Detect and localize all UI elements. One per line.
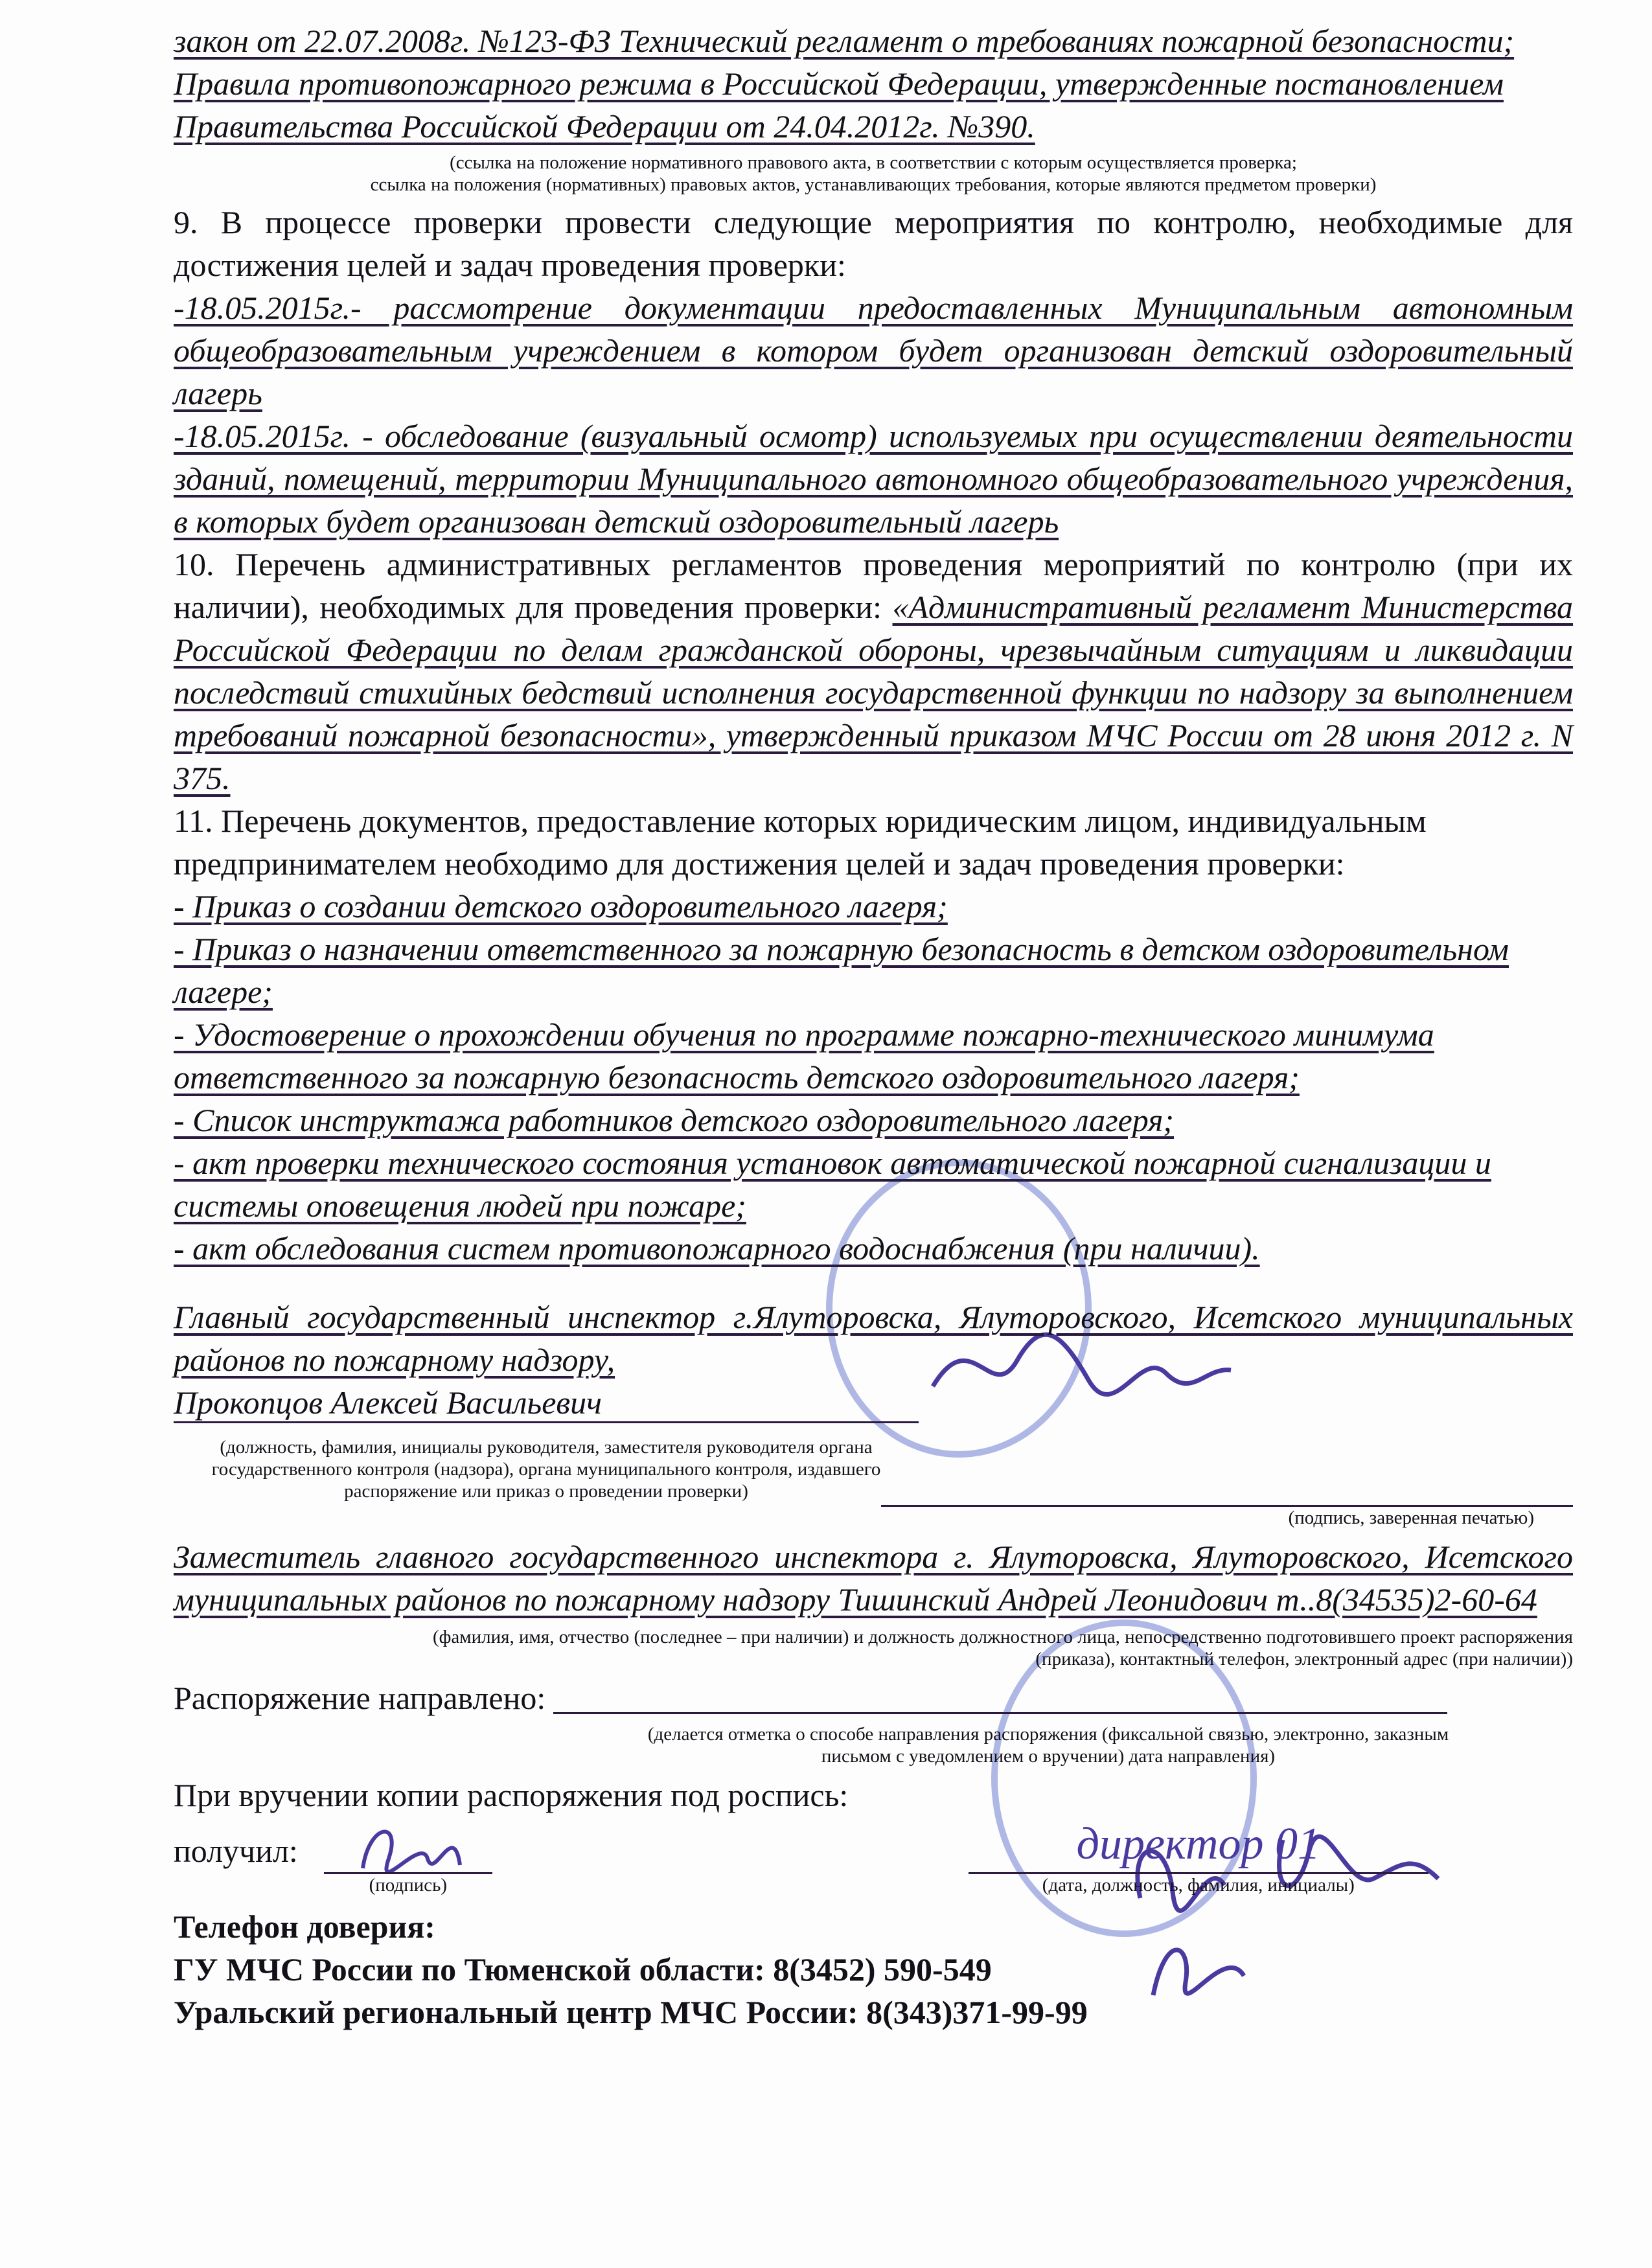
activity-item: -18.05.2015г. - обследование (визуальный осмотр) используемых при осуществлении деятельности зданий, помещений, территории Муниципального автономного общеобразовательного учреждения, в которых будет организован детский оздоровительный лагерь <box>174 418 1573 540</box>
hotline-line: ГУ МЧС России по Тюменской области: 8(3452) 590-549 <box>174 1951 992 1987</box>
law-note: ссылка на положения (нормативных) правовых актов, устанавливающих требования, которые являются предметом проверки) <box>370 174 1377 195</box>
sent-block <box>174 1677 1573 1767</box>
sent-label: Распоряжение направлено: <box>174 1680 546 1716</box>
receiver-signature <box>343 1816 473 1872</box>
law-note: (ссылка на положение нормативного правового акта, в соответствии с которым осуществляется проверка; <box>450 152 1297 173</box>
issuer-position: Главный государственный инспектор г.Ялуторовска, Ялуторовского, Исетского муниципальных районов по пожарному надзору, <box>174 1299 1573 1378</box>
document-item: - Список инструктажа работников детского оздоровительного лагеря; <box>174 1102 1175 1138</box>
issuer-name: Прокопцов Алексей Васильевич <box>174 1384 602 1421</box>
sent-line <box>553 1712 1447 1714</box>
issuer-block <box>174 1296 1573 1529</box>
item-11 <box>174 799 1573 1270</box>
item-9-heading: 9. В процессе проверки провести следующие мероприятия по контролю, необходимые для достижения целей и задач проведения проверки: <box>174 204 1573 283</box>
issuer-note: (должность, фамилия, инициалы руководителя, заместителя руководителя органа государственного контроля (надзора), органа муниципального контроля, издавшего распоряжение или приказ о проведении проверки) <box>211 1437 881 1502</box>
received-label: получил: <box>174 1833 298 1869</box>
sent-note: (делается отметка о способе направления распоряжения (фиксальной связью, электронно, заказным письмом с уведомлением о вручении) дата направления) <box>647 1724 1449 1767</box>
handwritten-position: директор 01 <box>1076 1819 1320 1869</box>
law-line: Правила противопожарного режима в Российской Федерации, утвержденные постановлением <box>174 65 1504 102</box>
receipt-block <box>174 1774 1573 1896</box>
regulation-text: «Административный регламент Министерства Российской Федерации по делам гражданской обороны, чрезвычайным ситуациям и ликвидации последствий стихийных бедствий исполнения государственной функции по надзору за выполнением требований пожарной безопасности», утвержденный приказом МЧС России от 28 июня 2012 г. N 375. <box>174 589 1573 796</box>
receiver-signature-field <box>324 1816 492 1896</box>
item-9 <box>174 201 1573 543</box>
document-item: - акт обследования систем противопожарного водоснабжения (при наличии). <box>174 1230 1260 1266</box>
law-reference <box>174 19 1573 196</box>
document-item: - Приказ о создании детского оздоровительного лагеря; <box>174 888 948 924</box>
preparer-block <box>174 1535 1573 1670</box>
document-item: - Приказ о назначении ответственного за пожарную безопасность в детском оздоровительном лагере; <box>174 931 1509 1010</box>
hotline-line: Уральский региональный центр МЧС России: 8(343)371-99-99 <box>174 1994 1088 2030</box>
activity-item: -18.05.2015г.- рассмотрение документации предоставленных Муниципальным автономным общеобразовательным учреждением в котором будет организован детский оздоровительный лагерь <box>174 290 1573 411</box>
preparer-text: Заместитель главного государственного инспектора г. Ялуторовска, Ялуторовского, Исетского муниципальных районов по пожарному надзору Тишинский Андрей Леонидович т..8(34535)2-60-64 <box>174 1539 1573 1618</box>
recipient-details-field <box>969 1816 1428 1896</box>
law-line: закон от 22.07.2008г. №123-ФЗ Технический регламент о требованиях пожарной безопасности; <box>174 23 1515 59</box>
document-item: - Удостоверение о прохождении обучения по программе пожарно-технического минимума ответственного за пожарную безопасность детского оздоровительного лагеря; <box>174 1016 1434 1095</box>
item-10-heading: 10. Перечень административных регламентов проведения мероприятий по контролю (при их наличии), необходимых для проведения проверки: <box>174 546 1573 625</box>
hotline-block <box>174 1905 1573 2033</box>
hotline-title: Телефон доверия: <box>174 1908 435 1945</box>
details-caption: (дата, должность, фамилия, инициалы) <box>1042 1875 1355 1896</box>
preparer-note: (фамилия, имя, отчество (последнее – при наличии) и должность должностного лица, непосредственно подготовившего проект распоряжения (приказа), контактный телефон, электронный адрес (при наличии)) <box>432 1627 1573 1669</box>
item-10 <box>174 543 1573 799</box>
document-body <box>174 19 1573 2033</box>
item-11-heading: 11. Перечень документов, предоставление которых юридическим лицом, индивидуальным предпринимателем необходимо для достижения целей и задач проведения проверки: <box>174 803 1427 882</box>
signature-caption: (подпись) <box>369 1875 447 1896</box>
law-line: Правительства Российской Федерации от 24.04.2012г. №390. <box>174 108 1035 144</box>
document-item: - акт проверки технического состояния установок автоматической пожарной сигнализации и системы оповещения людей при пожаре; <box>174 1145 1491 1224</box>
receipt-label: При вручении копии распоряжения под роспись: <box>174 1777 849 1813</box>
signature-note: (подпись, заверенная печатью) <box>1288 1507 1534 1528</box>
